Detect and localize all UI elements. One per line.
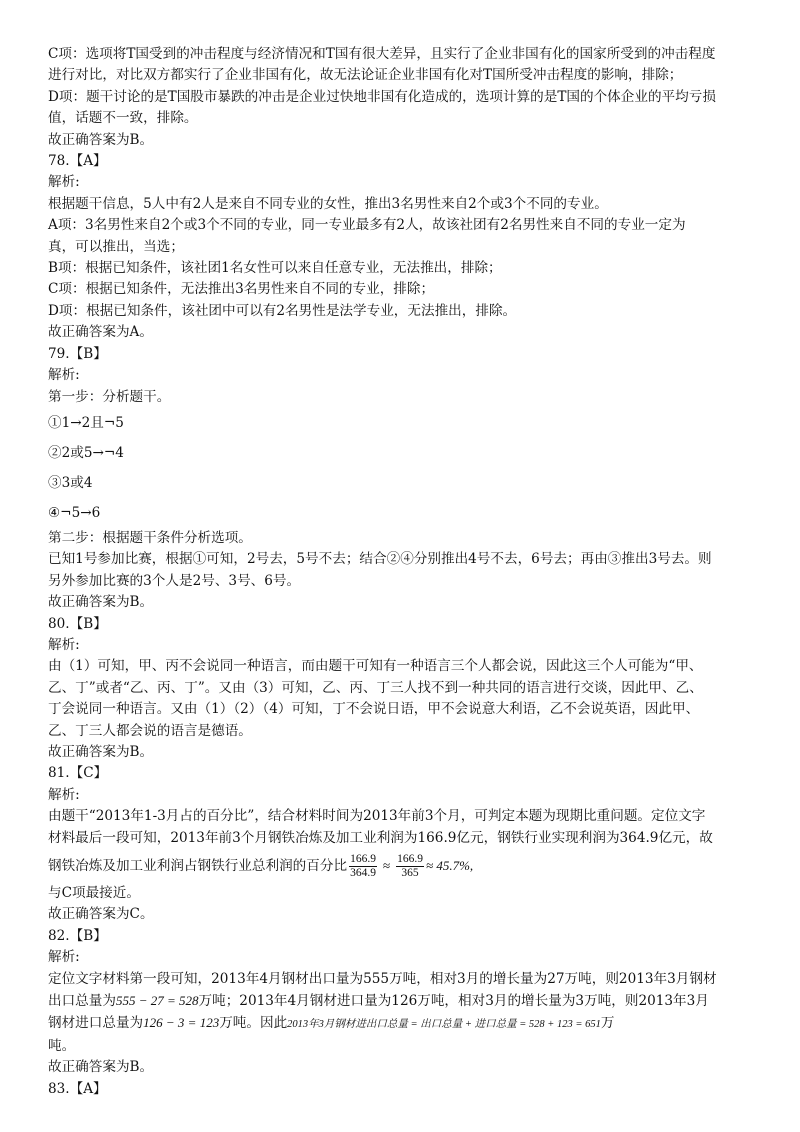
p78-line-1: 根据题干信息，5人中有2人是来自不同专业的女性，推出3名男性来自2个或3个不同的专业。 <box>48 195 608 212</box>
d77-line-1: D项：题干讨论的是T国股市暴跌的冲击是企业过快地非国有化造成的，选项计算的是T国的个体企业的平均亏损 <box>48 88 716 105</box>
c77-line-2: 进行对比，对比双方都实行了企业非国有化，故无法论证企业非国有化对T国所受冲击程度的影响，排除； <box>48 67 683 84</box>
analysis-label-78: 解析: <box>48 174 80 191</box>
total-expression: 2013年3月钢材进出口总量 = 出口总量 + 进口总量 = 528 + 123 = 651 <box>287 1019 601 1031</box>
p81-line-2: 材料最后一段可知，2013年前3个月钢铁冶炼及加工业利润为166.9亿元，钢铁行业实现利润为364.9亿元，故 <box>48 829 713 846</box>
p82-line-1: 定位文字材料第一段可知，2013年4月钢材出口量为555万吨，相对3月的增长量为27万吨，则2013年3月钢材 <box>48 970 717 987</box>
p81-line-3 <box>48 849 760 883</box>
p81-line-4: 与C项最接近。 <box>48 885 140 901</box>
analysis-label-80: 解析: <box>48 636 80 653</box>
answer-80: 故正确答案为B。 <box>48 743 154 760</box>
question-81-header: 81.【C】 <box>48 765 108 782</box>
answer-79: 故正确答案为B。 <box>48 594 154 611</box>
formula-1: ①1→2且¬5 <box>48 414 124 431</box>
answer-77: 故正确答案为B。 <box>48 131 154 148</box>
c78-line: C项：根据已知条件，无法推出3名男性来自不同的专业，排除； <box>48 281 435 298</box>
fraction-numerator: 166.9 <box>397 853 423 865</box>
p79-line-1: 已知1号参加比赛，根据①可知，2号去，5号不去；结合②④分别推出4号不去，6号去；再由③推出3号去。则 <box>48 551 712 568</box>
p82-line-3 <box>48 1012 760 1035</box>
formula-3: ③3或4 <box>48 474 93 491</box>
formula-2: ②2或5→¬4 <box>48 444 124 461</box>
b78-line: B项：根据已知条件，该社团1名女性可以来自任意专业，无法推出，排除； <box>48 260 502 277</box>
answer-81: 故正确答案为C。 <box>48 906 154 923</box>
answer-82: 故正确答案为B。 <box>48 1059 154 1076</box>
p82-line-3-text-c: 万 <box>600 1015 615 1032</box>
p80-line-4: 乙、丁三人都会说的语言是德语。 <box>48 722 252 739</box>
result-percentage: ≈ 45.7%, <box>425 858 474 873</box>
step-2-label: 第二步：根据题干条件分析选项。 <box>48 529 252 546</box>
question-78-header: 78.【A】 <box>48 153 107 170</box>
p80-line-3: 丁会说同一种语言。又由（1）（2）（4）可知，丁不会说日语，甲不会说意大利语，乙不会说英语，因此甲、 <box>48 701 700 718</box>
import-expression: 126 − 3 = 123 <box>143 1015 220 1031</box>
p80-line-1: 由（1）可知，甲、丙不会说同一种语言，而由题干可知有一种语言三个人都会说，因此这三个人可能为“甲、 <box>48 658 703 675</box>
answer-explanations-page <box>48 44 760 1100</box>
question-80-header: 80.【B】 <box>48 615 107 632</box>
p81-line-3-text: 钢铁冶炼及加工业利润占钢铁行业总利润的百分比 <box>48 858 348 874</box>
analysis-label-81: 解析: <box>48 786 80 803</box>
a78-line-1: A项：3名男性来自2个或3个不同的专业，同一专业最多有2人，故该社团有2名男性来自不同的专业一定为 <box>48 217 686 234</box>
fraction-denominator: 365 <box>401 867 419 879</box>
fraction-numerator: 166.9 <box>350 853 376 865</box>
p79-line-2: 另外参加比赛的3个人是2号、3号、6号。 <box>48 572 301 589</box>
p82-line-2-text-a: 出口总量为 <box>48 993 116 1010</box>
question-79-header: 79.【B】 <box>48 345 107 362</box>
p82-line-4: 吨。 <box>48 1037 76 1054</box>
analysis-label-79: 解析: <box>48 367 80 384</box>
a78-line-2: 真，可以推出，当选； <box>48 238 184 255</box>
formula-4: ④¬5→6 <box>48 504 101 521</box>
answer-78: 故正确答案为A。 <box>48 324 153 341</box>
question-83-header: 83.【A】 <box>48 1080 107 1097</box>
p82-line-2 <box>48 990 760 1012</box>
step-1-label: 第一步：分析题干。 <box>48 388 171 405</box>
d78-line: D项：根据已知条件，该社团中可以有2名男性是法学专业，无法推出，排除。 <box>48 302 517 319</box>
fraction-estimate <box>396 853 424 880</box>
approx-symbol: ≈ <box>382 858 391 873</box>
analysis-label-82: 解析: <box>48 949 80 966</box>
p82-line-3-text-b: 万吨。因此 <box>219 1015 288 1032</box>
export-expression: 555 − 27 = 528 <box>115 993 199 1009</box>
fraction-profit-share <box>349 853 377 880</box>
p81-line-1: 由题干“2013年1-3月占的百分比”，结合材料时间为2013年前3个月，可判定本题为现期比重问题。定位文字 <box>48 808 706 825</box>
c77-line-1: C项：选项将T国受到的冲击程度与经济情况和T国有很大差异，且实行了企业非国有化的国家所受到的冲击程度 <box>48 46 716 62</box>
p80-line-2: 乙、丁”或者“乙、丙、丁”。又由（3）可知，乙、丙、丁三人找不到一种共同的语言进行交谈，因此甲、乙、 <box>48 679 703 696</box>
p82-line-2-text-b: 万吨；2013年4月钢材进口量为126万吨，相对3月的增长量为3万吨，则2013年3月 <box>198 993 709 1010</box>
fraction-denominator: 364.9 <box>350 867 376 879</box>
question-82-header: 82.【B】 <box>48 927 107 944</box>
d77-line-2: 值，话题不一致，排除。 <box>48 110 198 127</box>
p82-line-3-text-a: 钢材进口总量为 <box>48 1015 144 1032</box>
